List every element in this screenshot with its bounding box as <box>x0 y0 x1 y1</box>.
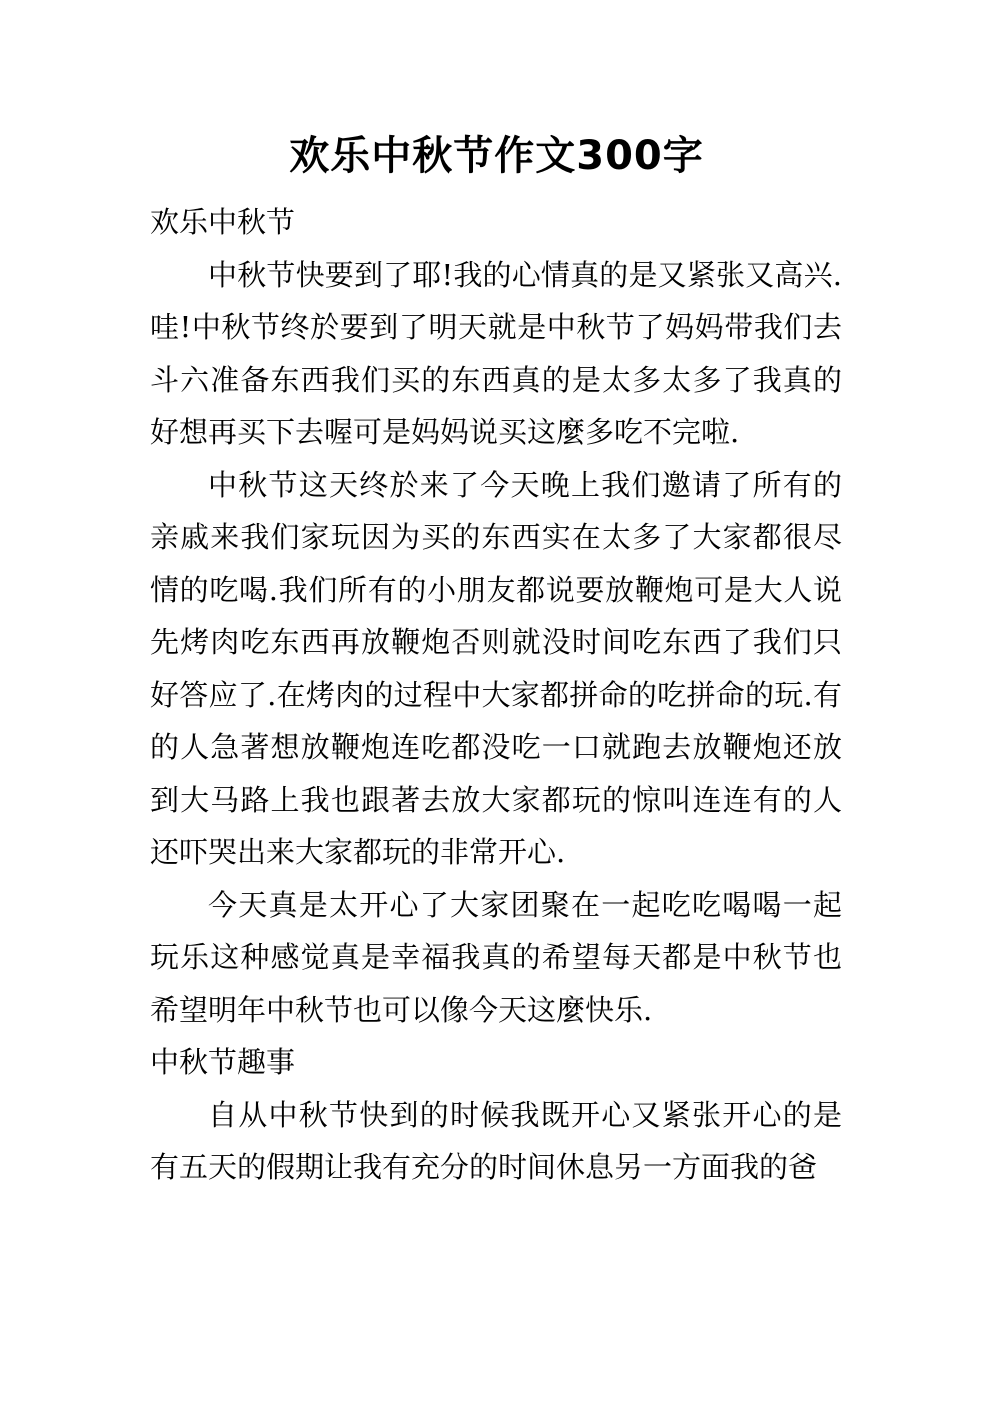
document-body <box>150 196 842 1194</box>
paragraph: 自从中秋节快到的时候我既开心又紧张开心的是有五天的假期让我有充分的时间休息另一方面我的爸 <box>150 1097 842 1184</box>
section-heading: 欢乐中秋节 <box>150 205 296 239</box>
document-title: 欢乐中秋节作文300字 <box>289 133 704 179</box>
section-heading: 中秋节趣事 <box>150 1045 296 1079</box>
paragraph: 今天真是太开心了大家团聚在一起吃吃喝喝一起玩乐这种感觉真是幸福我真的希望每天都是中秋节也希望明年中秋节也可以像今天这麼快乐. <box>150 887 842 1027</box>
paragraph: 中秋节这天终於来了今天晚上我们邀请了所有的亲戚来我们家玩因为买的东西实在太多了大家都很尽情的吃喝.我们所有的小朋友都说要放鞭炮可是大人说先烤肉吃东西再放鞭炮否则就没时间吃东西了我们只好答应了.在烤肉的过程中大家都拼命的吃拼命的玩.有的人急著想放鞭炮连吃都没吃一口就跑去放鞭炮还放到大马路上我也跟著去放大家都玩的惊叫连连有的人还吓哭出来大家都玩的非常开心. <box>150 467 842 869</box>
paragraph: 中秋节快要到了耶!我的心情真的是又紧张又高兴.哇!中秋节终於要到了明天就是中秋节了妈妈带我们去斗六准备东西我们买的东西真的是太多太多了我真的好想再买下去喔可是妈妈说买这麼多吃不完啦. <box>150 257 842 449</box>
